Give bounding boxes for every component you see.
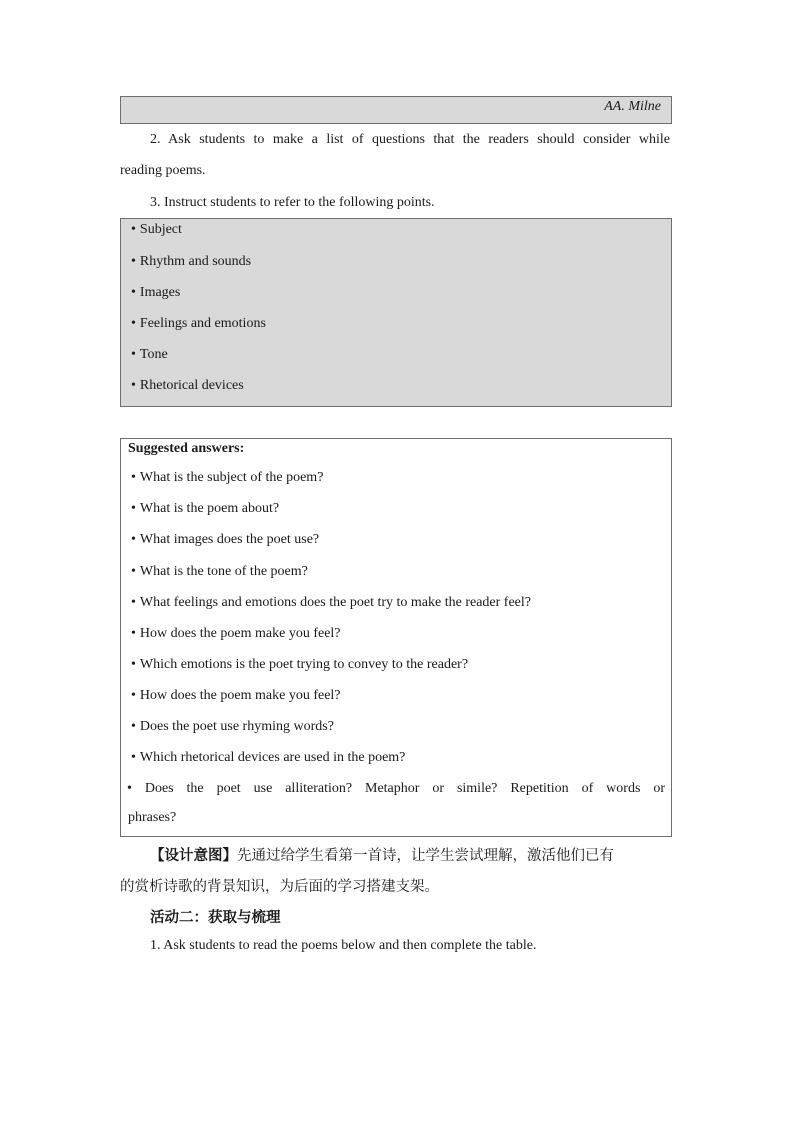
point-item: • Rhetorical devices [131, 378, 244, 393]
design-intent-line-1: 【设计意图】先通过给学生看第一首诗，让学生尝试理解，激活他们已有 [150, 848, 614, 864]
answer-item: • What is the poem about? [131, 501, 280, 516]
step-1-read-poems: 1. Ask students to read the poems below and then complete the table. [150, 938, 537, 953]
answers-title: Suggested answers: [128, 441, 245, 456]
point-item: • Images [131, 285, 181, 300]
answer-item: • Does the poet use rhyming words? [131, 719, 334, 734]
answer-item: • How does the poem make you feel? [131, 688, 341, 703]
answer-item-last-line-2: phrases? [128, 810, 177, 825]
step-2-line-1: 2. Ask students to make a list of questions that the readers should consider while [150, 132, 670, 147]
point-item: • Rhythm and sounds [131, 254, 252, 269]
point-item: • Feelings and emotions [131, 316, 266, 331]
answer-item: • Which rhetorical devices are used in the poem? [131, 750, 406, 765]
author-box [120, 96, 672, 124]
step-2-line-2: reading poems. [120, 163, 206, 178]
suggested-answers-box [120, 438, 672, 837]
point-item: • Tone [131, 347, 168, 362]
answer-item: • What is the subject of the poem? [131, 470, 324, 485]
point-item: • Subject [131, 222, 182, 237]
design-intent-label: 【设计意图】 [150, 848, 237, 864]
answer-item: • What feelings and emotions does the poet try to make the reader feel? [131, 595, 531, 610]
activity-2-title: 活动二：获取与梳理 [150, 910, 281, 926]
step-3: 3. Instruct students to refer to the following points. [150, 195, 435, 210]
answer-item: • What is the tone of the poem? [131, 564, 308, 579]
answer-item-last-line-1: • Does the poet use alliteration? Metaphor or simile? Repetition of words or [127, 781, 665, 796]
design-intent-line-2: 的赏析诗歌的背景知识，为后面的学习搭建支架。 [120, 879, 439, 895]
points-box [120, 218, 672, 407]
answer-item: • Which emotions is the poet trying to convey to the reader? [131, 657, 469, 672]
author-name: AA. Milne [604, 99, 661, 114]
answer-item: • What images does the poet use? [131, 532, 320, 547]
answer-item: • How does the poem make you feel? [131, 626, 341, 641]
